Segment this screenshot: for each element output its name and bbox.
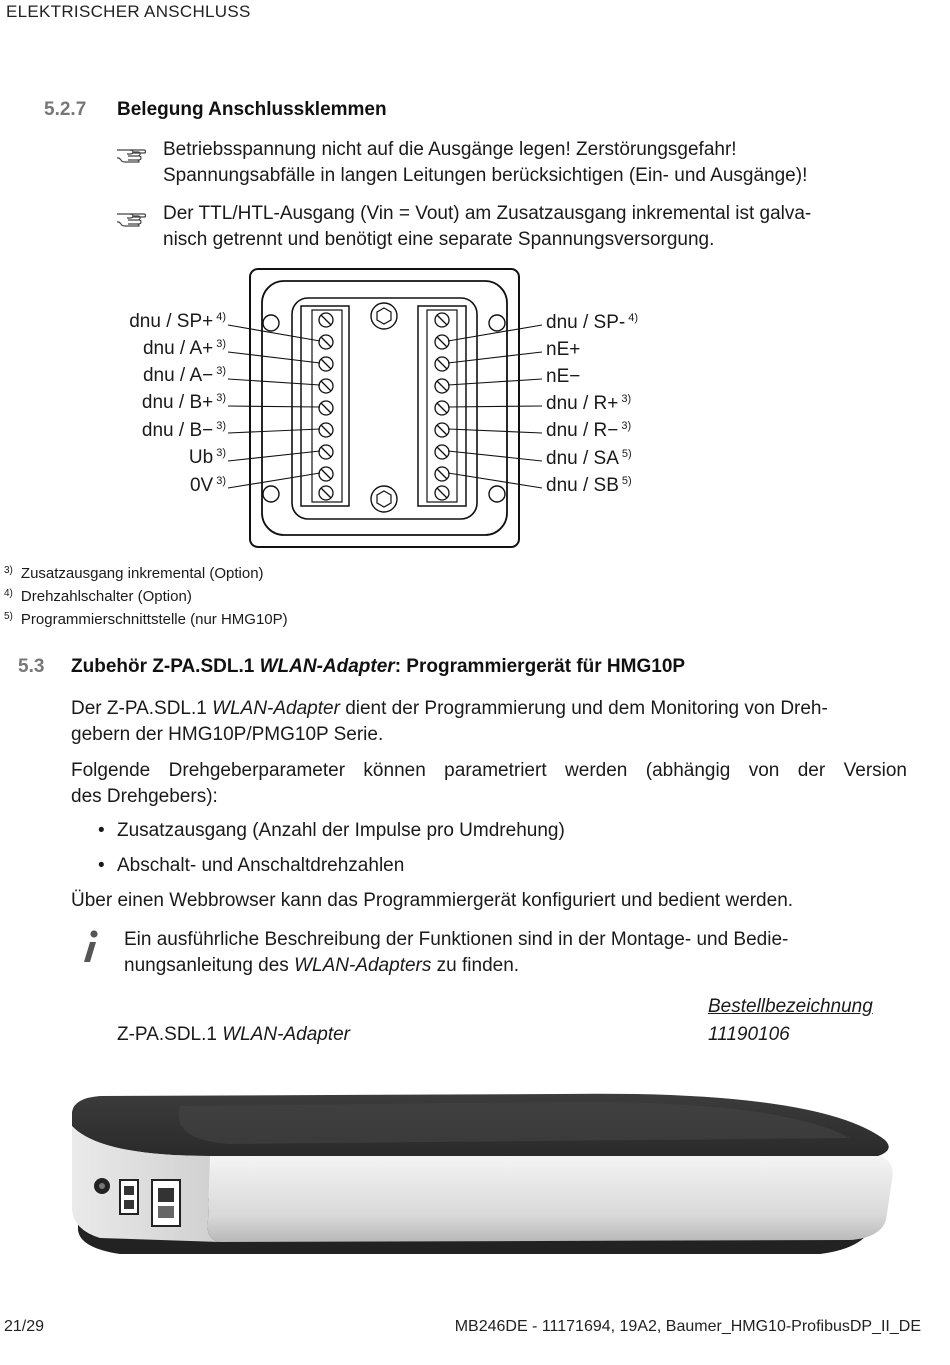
paragraph-2-line-2: des Drehgebers): (71, 786, 218, 807)
bullet-item: Zusatzausgang (Anzahl der Impulse pro Umdrehung) (117, 820, 565, 841)
section-527-title: Belegung Anschlussklemmen (117, 99, 387, 120)
terminal-label-left: dnu / B− $^{3)}$ (141, 420, 226, 441)
footnote: $^{4)}$ Drehzahlschalter (Option) (4, 588, 192, 605)
terminal-label-right: dnu / SP- $^{4)}$ (546, 312, 638, 333)
order-column-header: Bestellbezeichnung (708, 996, 873, 1017)
page-number: 21/29 (4, 1318, 45, 1335)
terminal-label-right: nE− (546, 366, 581, 387)
info-line-1: Ein ausführliche Beschreibung der Funktionen sind in der Montage- und Bedie- (124, 929, 789, 950)
terminal-label-right: dnu / SB $^{5)}$ (546, 475, 632, 496)
pointing-hand-icon (116, 205, 146, 227)
footnote: $^{5)}$ Programmierschnittstelle (nur HMG10P) (4, 611, 288, 628)
section-53-number: 5.3 (18, 656, 45, 677)
pointing-hand-icon (116, 141, 146, 163)
terminal-label-left: dnu / A− $^{3)}$ (142, 365, 226, 386)
paragraph-1-line-1: Der Z-PA.SDL.1 WLAN-Adapter dient der Programmierung und dem Monitoring von Dreh- (71, 698, 828, 719)
note-2-line-2: nisch getrennt und benötigt eine separate Spannungsversorgung. (163, 229, 715, 250)
order-item-number: 11190106 (708, 1024, 790, 1045)
terminal-label-right: dnu / R+ $^{3)}$ (546, 393, 632, 414)
terminal-label-right: nE+ (546, 339, 581, 360)
paragraph-2-line-1: Folgende Drehgeberparameter können parametriert werden (abhängig von der Version (71, 760, 907, 781)
terminal-label-left: Ub $^{3)}$ (188, 447, 226, 468)
bullet-item: Abschalt- und Anschaltdrehzahlen (117, 855, 405, 876)
section-527-number: 5.2.7 (44, 99, 87, 120)
terminal-label-right: dnu / SA $^{5)}$ (546, 448, 632, 469)
running-head: ELEKTRISCHER ANSCHLUSS (6, 2, 251, 21)
footnote: $^{3)}$ Zusatzausgang inkremental (Option) (4, 565, 264, 582)
wlan-adapter-product-image (60, 1070, 910, 1270)
terminal-label-left: dnu / A+ $^{3)}$ (142, 338, 226, 359)
terminal-label-left: dnu / SP+ $^{4)}$ (129, 311, 226, 332)
info-line-2: nungsanleitung des WLAN-Adapters zu finden. (124, 955, 520, 976)
note-2-line-1: Der TTL/HTL-Ausgang (Vin = Vout) am Zusatzausgang inkremental ist galva- (163, 203, 812, 224)
note-1-line-1: Betriebsspannung nicht auf die Ausgänge legen! Zerstörungsgefahr! (163, 139, 737, 160)
terminal-label-right: dnu / R− $^{3)}$ (546, 420, 632, 441)
note-1-line-2: Spannungsabfälle in langen Leitungen berücksichtigen (Ein- und Ausgänge)! (163, 165, 808, 186)
bullet-dot: • (98, 820, 105, 841)
paragraph-3: Über einen Webbrowser kann das Programmiergerät konfiguriert und bedient werden. (71, 890, 794, 911)
terminal-label-left: dnu / B+ $^{3)}$ (141, 392, 226, 413)
terminal-label-left: 0V $^{3)}$ (189, 475, 226, 496)
order-item-name: Z-PA.SDL.1 WLAN-Adapter (117, 1024, 351, 1045)
info-icon (78, 929, 104, 965)
paragraph-1-line-2: gebern der HMG10P/PMG10P Serie. (71, 724, 384, 745)
bullet-dot: • (98, 855, 105, 876)
document-id: MB246DE - 11171694, 19A2, Baumer_HMG10-ProfibusDP_II_DE (454, 1318, 921, 1335)
section-53-title: Zubehör Z-PA.SDL.1 WLAN-Adapter: Programmiergerät für HMG10P (71, 656, 686, 677)
